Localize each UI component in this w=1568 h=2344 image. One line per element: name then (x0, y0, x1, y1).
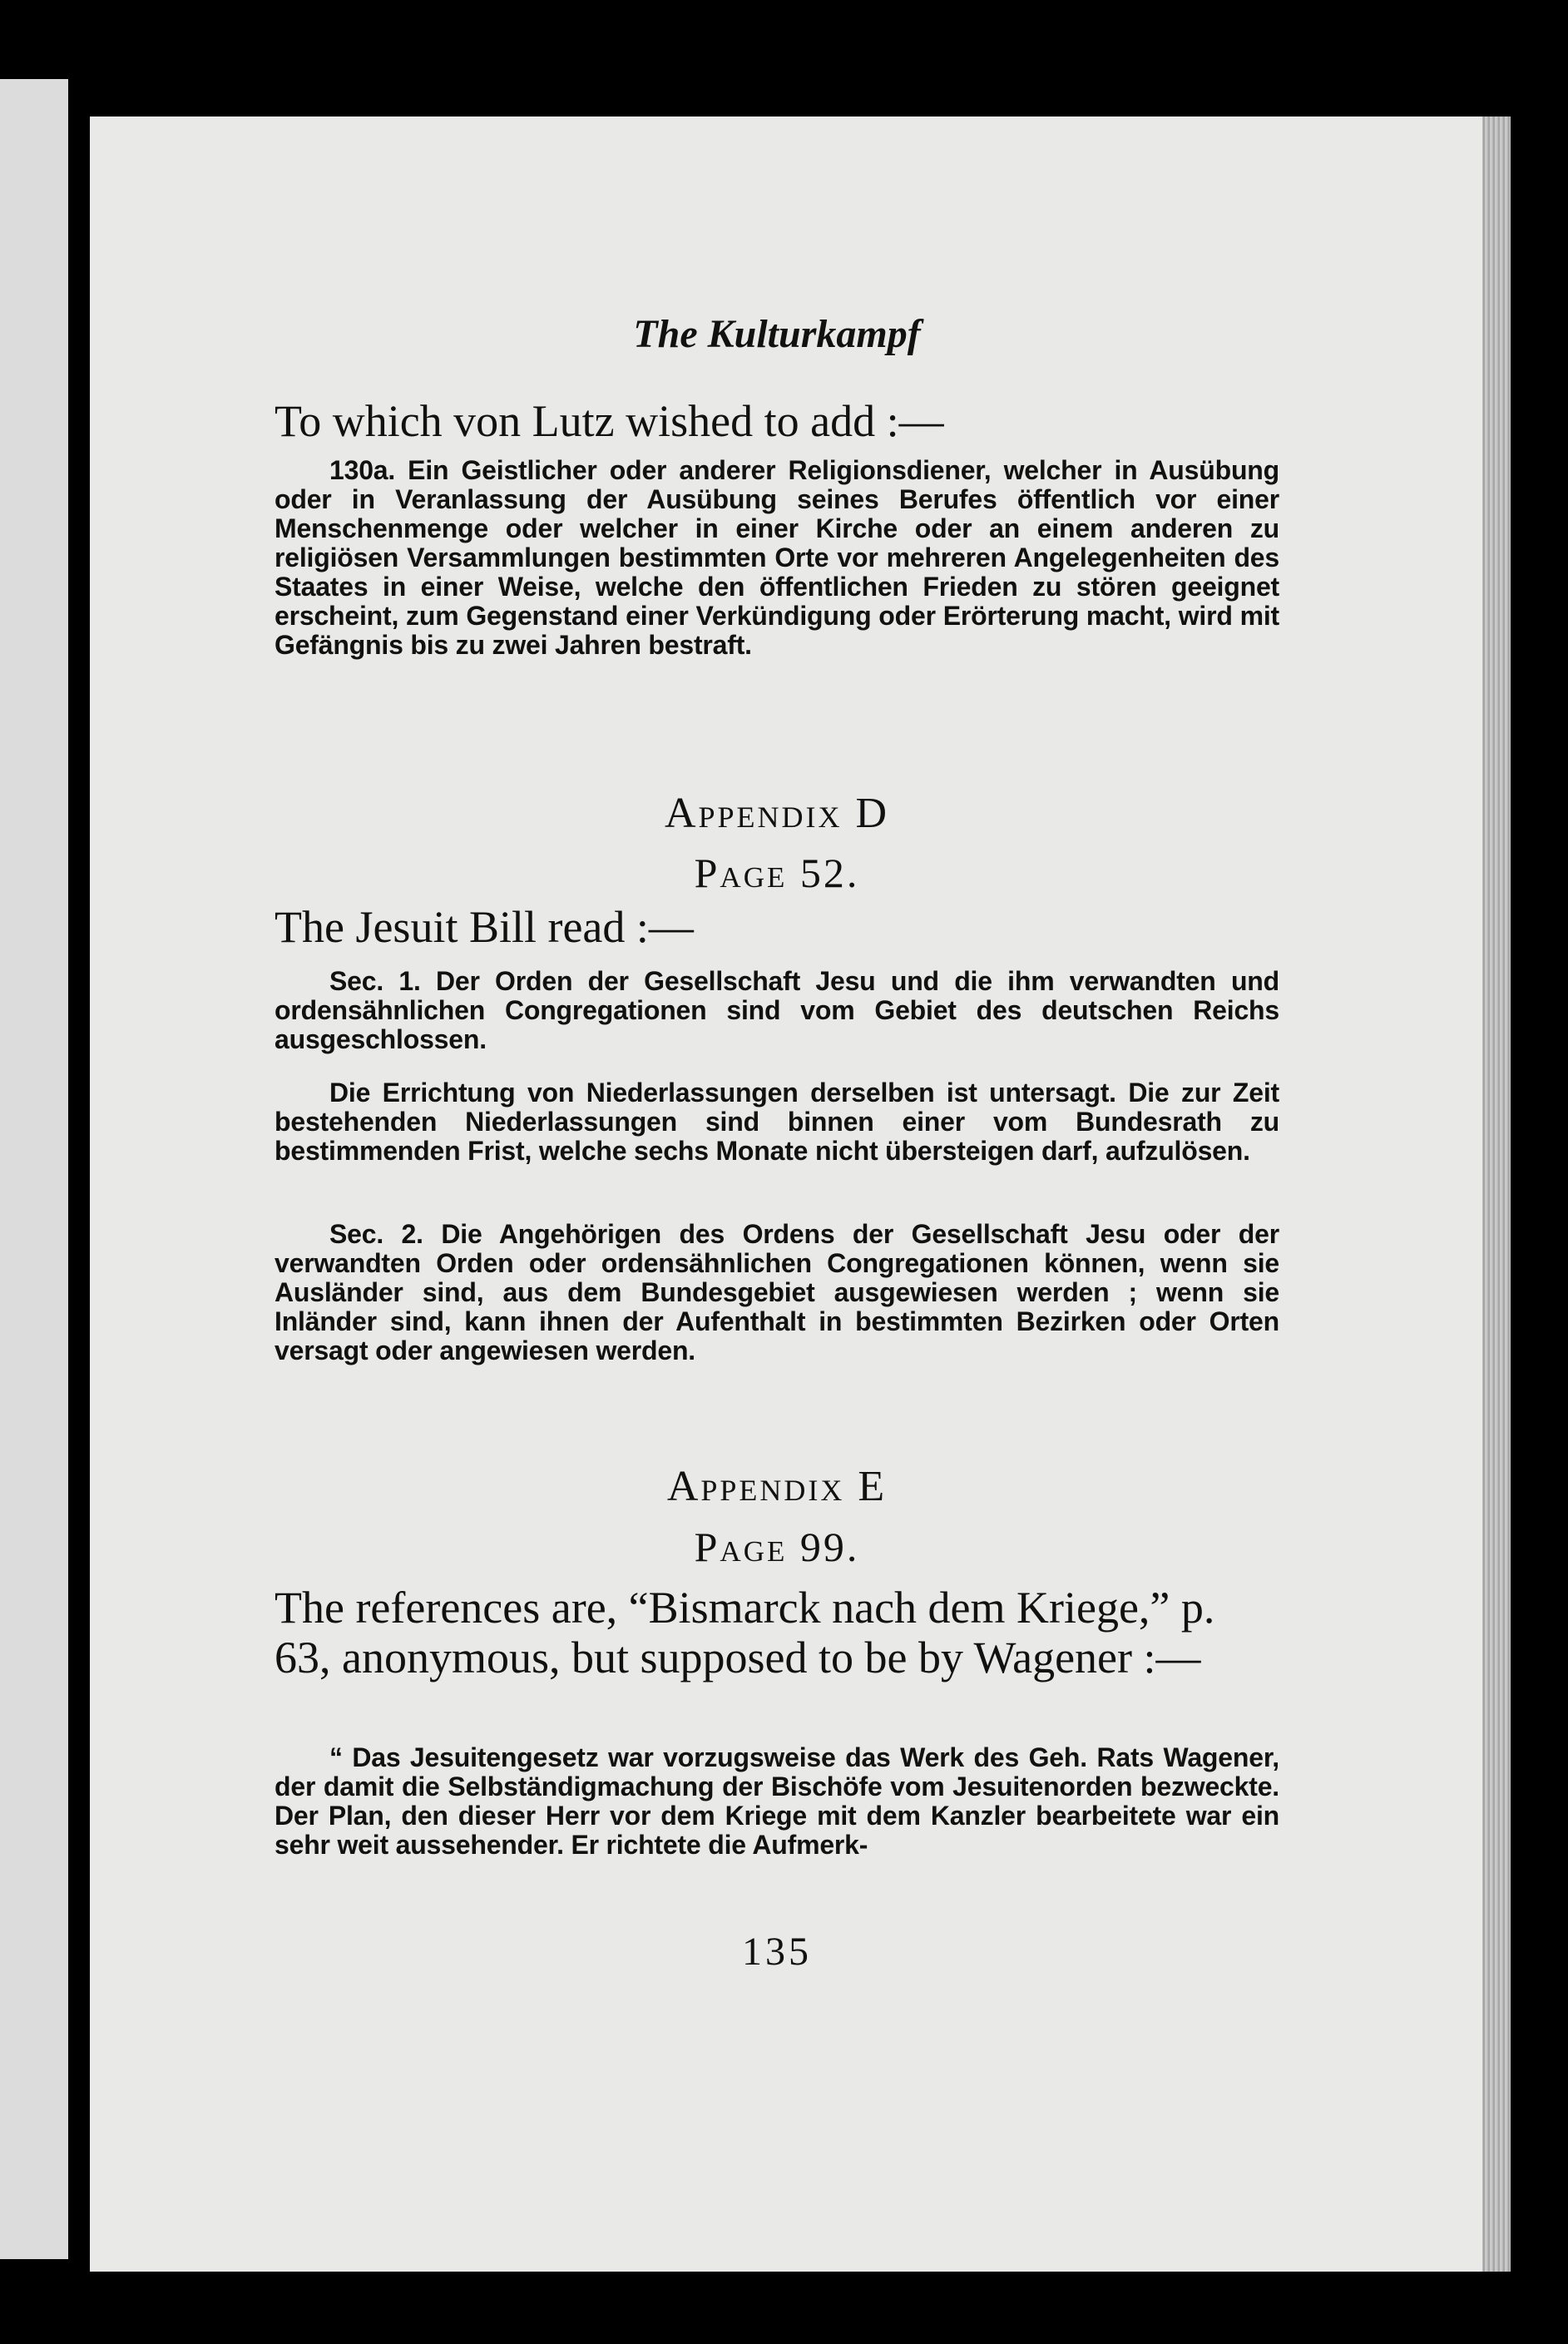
appendix-d-paragraph-3: Sec. 2. Die Angehörigen des Ordens der Gesellschaft Jesu oder der verwandten Orden oder ordensähnlichen Congregationen können, wenn sie Ausländer sind, aus dem Bundesgebiet ausgewiesen werden ; wenn sie Inländer sind, kann ihnen der Aufenthalt in bestimmten Bezirken oder Orten versagt oder angewiesen werden. (275, 1219, 1279, 1365)
appendix-e-quote: “ Das Jesuitengesetz war vorzugsweise das Werk des Geh. Rats Wagener, der damit die Selbständigmachung der Bischöfe vom Jesuitenorden bezweckte. Der Plan, den dieser Herr vor dem Kriege mit dem Kanzler bearbeitete war ein sehr weit aussehender. Er richtete die Aufmerk- (275, 1742, 1279, 1860)
appendix-e-page-ref: Page 99. (694, 1524, 860, 1570)
appendix-d-page-ref: Page 52. (694, 850, 860, 896)
appendix-d-heading: Appendix D (664, 790, 890, 837)
adjacent-page-edge (0, 79, 68, 2259)
appendix-e-heading: Appendix E (666, 1463, 888, 1510)
appendix-e-intro: The references are, “Bismarck nach dem Kriege,” p. 63, anonymous, but supposed to be by Wagener :— (275, 1583, 1215, 1682)
running-head: The Kulturkampf (633, 312, 921, 356)
page-number: 135 (742, 1930, 812, 1974)
lutz-quote: 130a. Ein Geistlicher oder anderer Religionsdiener, welcher in Ausübung oder in Veranlassung der Ausübung seines Berufes öffentlich vor einer Menschenmenge oder welcher in einer Kirche oder an einem anderen zu religiösen Versammlungen bestimmten Orte vor mehreren Angelegenheiten des Staates in einer Weise, welche den öffentlichen Frieden zu stören geeignet erscheint, zum Gegenstand einer Verkündigung oder Erörterung macht, wird mit Gefängnis bis zu zwei Jahren bestraft. (275, 455, 1279, 660)
page-stack-edge (1482, 116, 1511, 2272)
book-page (90, 116, 1511, 2272)
appendix-d-paragraph-2: Die Errichtung von Niederlassungen derselben ist untersagt. Die zur Zeit bestehenden Niederlassungen sind binnen einer vom Bundesrath zu bestimmenden Frist, welche sechs Monate nicht übersteigen darf, aufzulösen. (275, 1078, 1279, 1166)
lutz-intro: To which von Lutz wished to add :— (275, 396, 944, 446)
appendix-d-paragraph-1: Sec. 1. Der Orden der Gesellschaft Jesu und die ihm verwandten und ordensähnlichen Congregationen sind vom Gebiet des deutschen Reichs ausgeschlossen. (275, 966, 1279, 1054)
appendix-d-intro: The Jesuit Bill read :— (275, 902, 694, 952)
